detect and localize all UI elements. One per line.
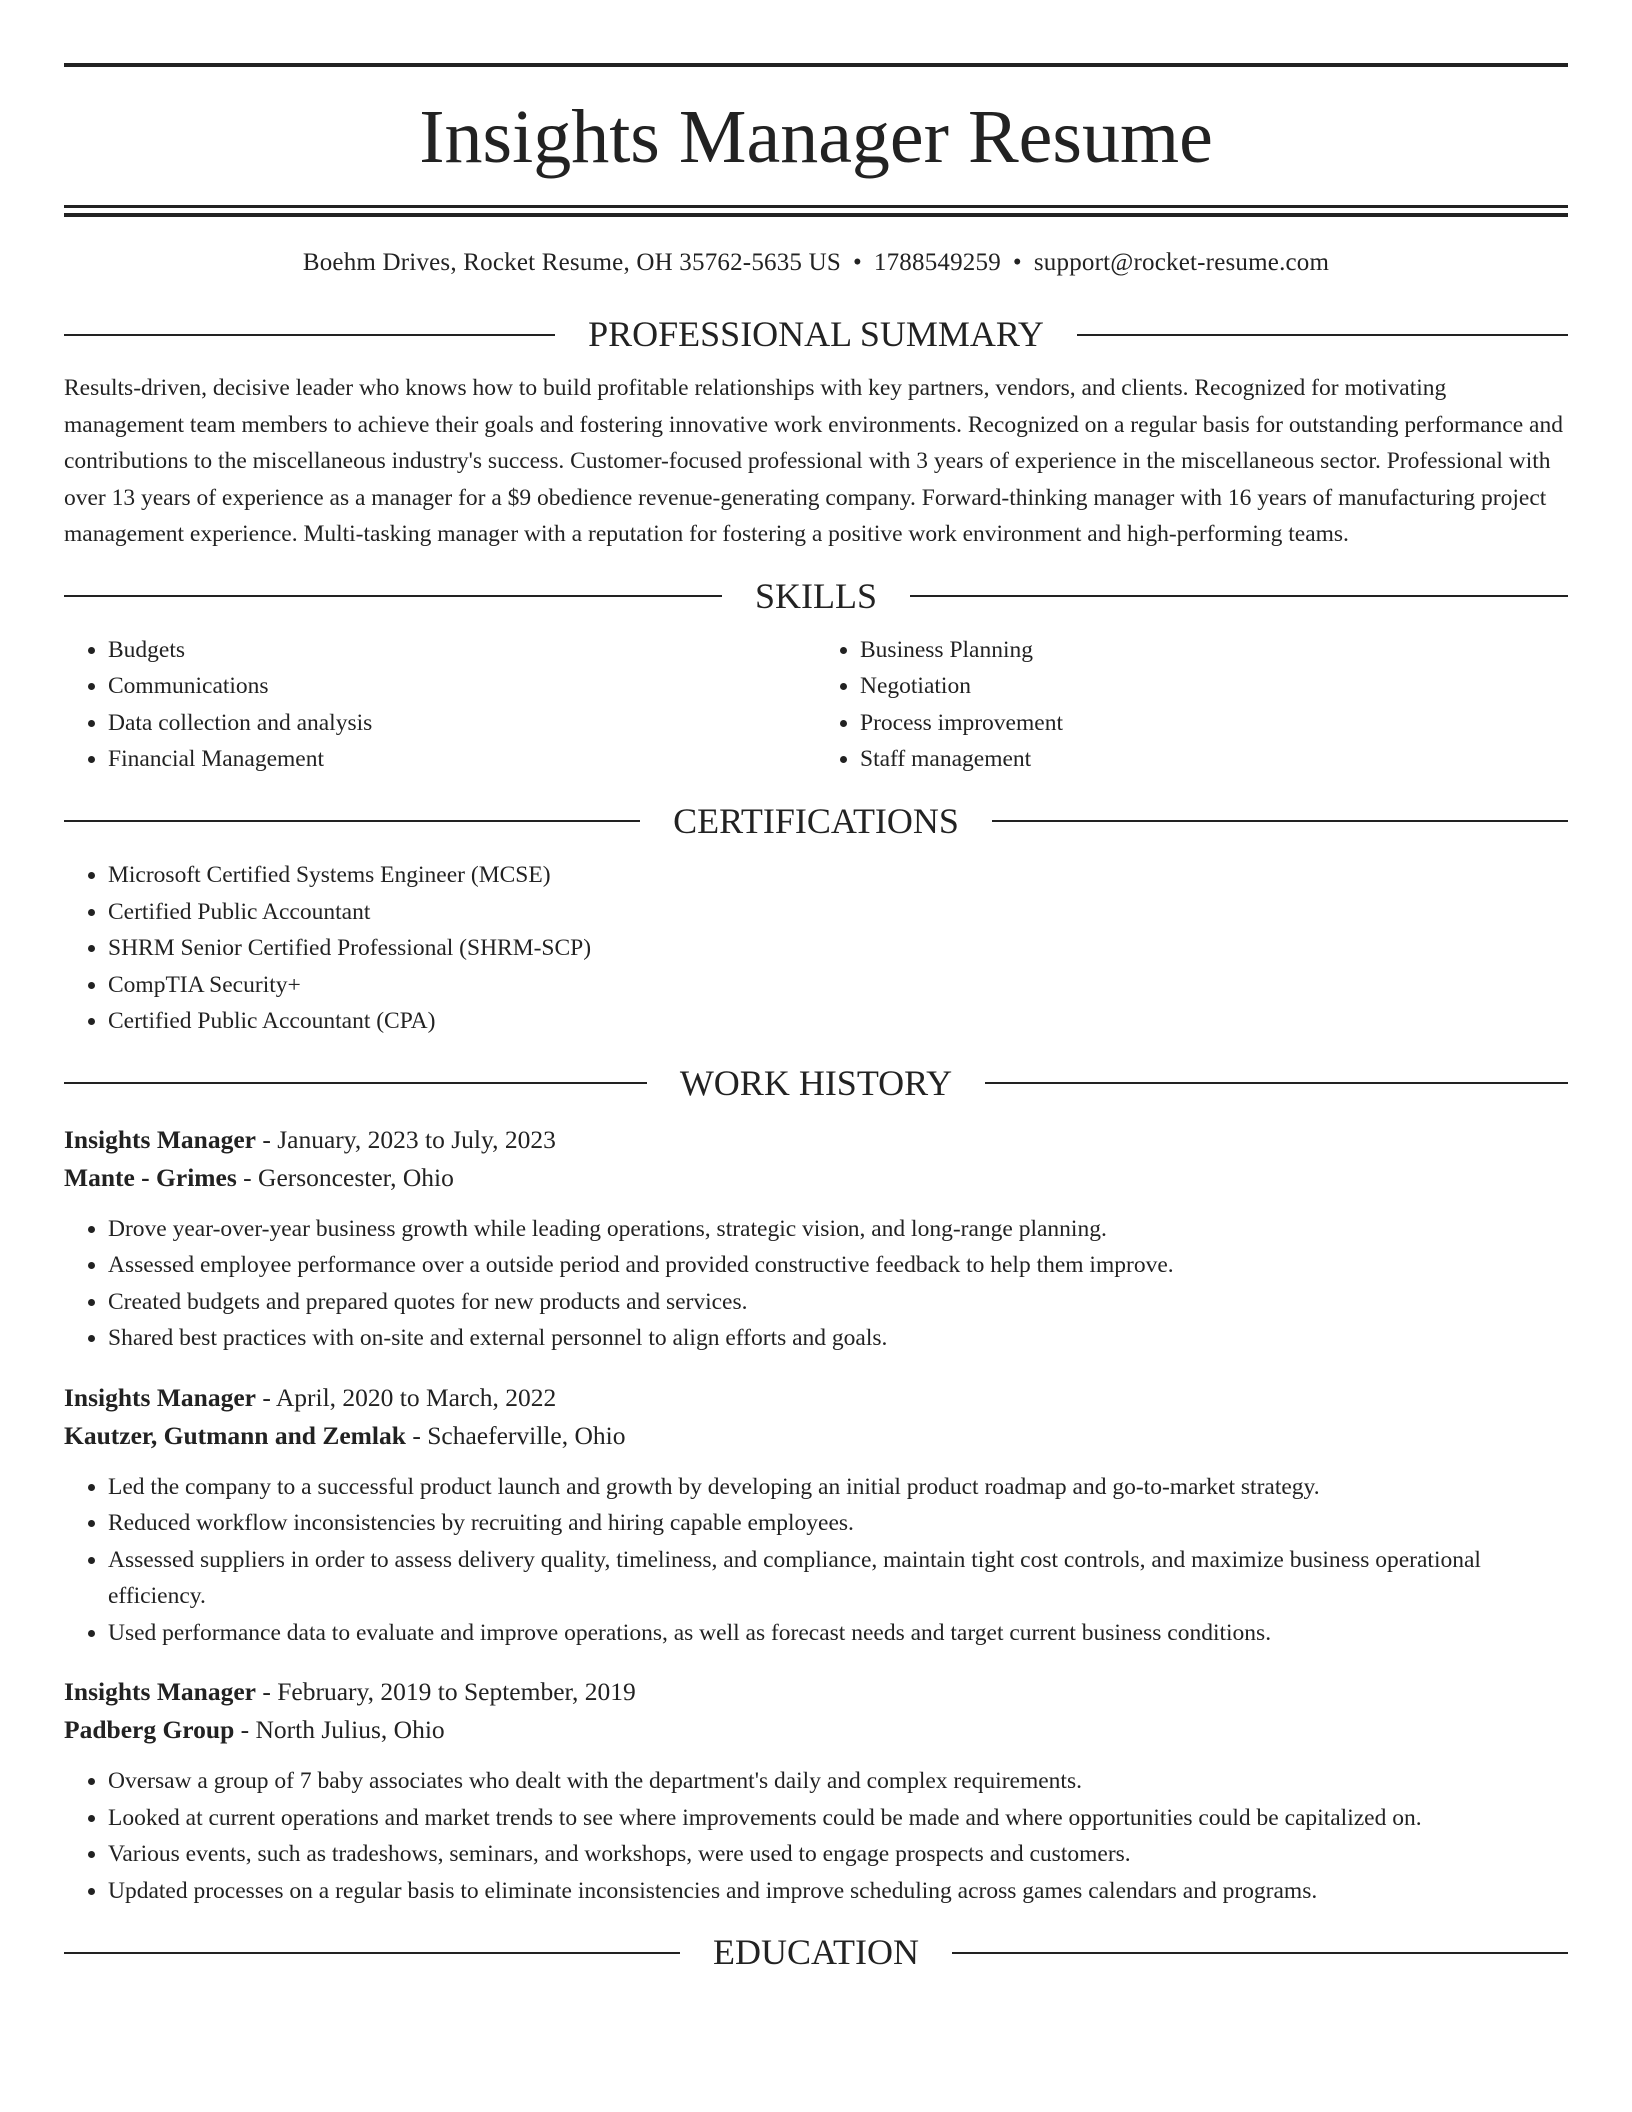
skills-section-heading (64, 575, 1568, 618)
education-heading-label: EDUCATION (713, 1932, 919, 1973)
job-location: Gersoncester, Ohio (258, 1162, 454, 1192)
contact-phone[interactable]: 1788549259 (873, 249, 1001, 276)
job-bullets (64, 1211, 1568, 1357)
skill-item: • Financial Management (108, 741, 816, 778)
heading-rule-left (64, 334, 555, 336)
heading-rule-left (64, 820, 640, 822)
certification-item: • SHRM Senior Certified Professional (SHRM-SCP) (108, 930, 1568, 967)
certifications-list (64, 857, 1568, 1040)
skills-heading-label: SKILLS (755, 575, 878, 616)
job-bullet: • Reduced workflow inconsistencies by recruiting and hiring capable employees. (108, 1505, 1568, 1542)
job-dates: January, 2023 to July, 2023 (277, 1124, 556, 1154)
skill-item: • Communications (108, 668, 816, 705)
job-entry (64, 1673, 1568, 1909)
heading-rule-right (992, 820, 1568, 822)
certification-item: • Microsoft Certified Systems Engineer (MCSE) (108, 857, 1568, 894)
education-section-heading (64, 1931, 1568, 1974)
heading-rule-left (64, 1952, 680, 1954)
job-bullet: • Various events, such as tradeshows, seminars, and workshops, were used to engage prospects and customers. (108, 1836, 1568, 1873)
certifications-section-heading (64, 800, 1568, 843)
job-bullet: • Used performance data to evaluate and improve operations, as well as forecast needs and target current business conditions. (108, 1615, 1568, 1652)
skill-item: • Business Planning (860, 632, 1568, 669)
job-bullet: • Updated processes on a regular basis to eliminate inconsistencies and improve scheduling across games calendars and programs. (108, 1873, 1568, 1910)
heading-rule-left (64, 1082, 647, 1084)
job-dates: April, 2020 to March, 2022 (275, 1382, 557, 1412)
job-title: Insights Manager (64, 1382, 256, 1412)
job-company-line: Padberg Group - North Julius, Ohio (64, 1715, 445, 1745)
job-bullet: • Drove year-over-year business growth while leading operations, strategic vision, and long-range planning. (108, 1211, 1568, 1248)
job-company: Padberg Group (64, 1715, 235, 1745)
heading-rule-right (952, 1952, 1568, 1954)
skills-list-right (816, 632, 1568, 778)
skill-item: • Process improvement (860, 705, 1568, 742)
summary-section-heading (64, 313, 1568, 356)
summary-text: Results-driven, decisive leader who knows how to build profitable relationships with key partners, vendors, and clients. Recognized for motivating management team members to achieve their goals and fostering innovative work environments. Recognized on a regular basis for outstanding performance and contributions to the miscellaneous industry's success. Customer-focused professional with 3 years of experience in the miscellaneous sector. Professional with over 13 years of experience as a manager for a $9 obedience revenue-generating company. Forward-thinking manager with 16 years of manufacturing project management experience. Multi-tasking manager with a reputation for fostering a positive work environment and high-performing teams. (64, 375, 1563, 548)
job-bullet: • Oversaw a group of 7 baby associates who dealt with the department's daily and complex requirements. (108, 1763, 1568, 1800)
job-company-line: Mante - Grimes - Gersoncester, Ohio (64, 1162, 454, 1192)
job-bullets (64, 1469, 1568, 1652)
job-bullet: • Shared best practices with on-site and external personnel to align efforts and goals. (108, 1320, 1568, 1357)
certification-item: • Certified Public Accountant (CPA) (108, 1003, 1568, 1040)
resume-page (64, 0, 1568, 1974)
top-rule (64, 63, 1568, 67)
job-company-line: Kautzer, Gutmann and Zemlak - Schaeferville, Ohio (64, 1420, 626, 1450)
job-title-line: Insights Manager - February, 2019 to September, 2019 (64, 1677, 636, 1707)
job-location: North Julius, Ohio (255, 1715, 445, 1745)
job-title-line: Insights Manager - January, 2023 to July, 2023 (64, 1124, 556, 1154)
heading-rule-right (910, 595, 1568, 597)
job-bullet: • Assessed employee performance over a outside period and provided constructive feedback to help them improve. (108, 1247, 1568, 1284)
skill-item: • Staff management (860, 741, 1568, 778)
job-company: Kautzer, Gutmann and Zemlak (64, 1420, 406, 1450)
skills-columns (64, 632, 1568, 778)
job-entry (64, 1379, 1568, 1652)
certifications-heading-label: CERTIFICATIONS (673, 800, 959, 841)
heading-rule-right (1077, 334, 1568, 336)
skills-list-left (64, 632, 816, 778)
job-bullets (64, 1763, 1568, 1909)
contact-separator: • (852, 249, 862, 276)
page-title: Insights Manager Resume (419, 95, 1213, 179)
certification-item: • CompTIA Security+ (108, 967, 1568, 1004)
heading-rule-right (985, 1082, 1568, 1084)
contact-email[interactable]: support@rocket-resume.com (1033, 249, 1330, 276)
certification-item: • Certified Public Accountant (108, 894, 1568, 931)
skill-item: • Budgets (108, 632, 816, 669)
skill-item: • Data collection and analysis (108, 705, 816, 742)
job-dates: February, 2019 to September, 2019 (277, 1677, 636, 1707)
job-bullet: • Led the company to a successful product launch and growth by developing an initial product roadmap and go-to-market strategy. (108, 1469, 1568, 1506)
job-bullet: • Assessed suppliers in order to assess delivery quality, timeliness, and compliance, maintain tight cost controls, and maximize business operational efficiency. (108, 1542, 1568, 1615)
work-section-heading (64, 1062, 1568, 1105)
job-title: Insights Manager (64, 1124, 256, 1154)
job-company: Mante - Grimes (64, 1162, 237, 1192)
contact-line (64, 249, 1568, 277)
job-title: Insights Manager (64, 1677, 256, 1707)
job-bullet: • Created budgets and prepared quotes for new products and services. (108, 1284, 1568, 1321)
title-double-rule (64, 205, 1568, 217)
skill-item: • Negotiation (860, 668, 1568, 705)
job-location: Schaeferville, Ohio (427, 1420, 626, 1450)
job-bullet: • Looked at current operations and market trends to see where improvements could be made and where opportunities could be capitalized on. (108, 1800, 1568, 1837)
work-heading-label: WORK HISTORY (679, 1062, 953, 1103)
contact-address: Boehm Drives, Rocket Resume, OH 35762-5635 US (302, 249, 841, 276)
job-entry (64, 1121, 1568, 1357)
summary-heading-label: PROFESSIONAL SUMMARY (588, 314, 1044, 354)
heading-rule-left (64, 595, 722, 597)
job-title-line: Insights Manager - April, 2020 to March, 2022 (64, 1382, 557, 1412)
contact-separator: • (1012, 249, 1022, 276)
